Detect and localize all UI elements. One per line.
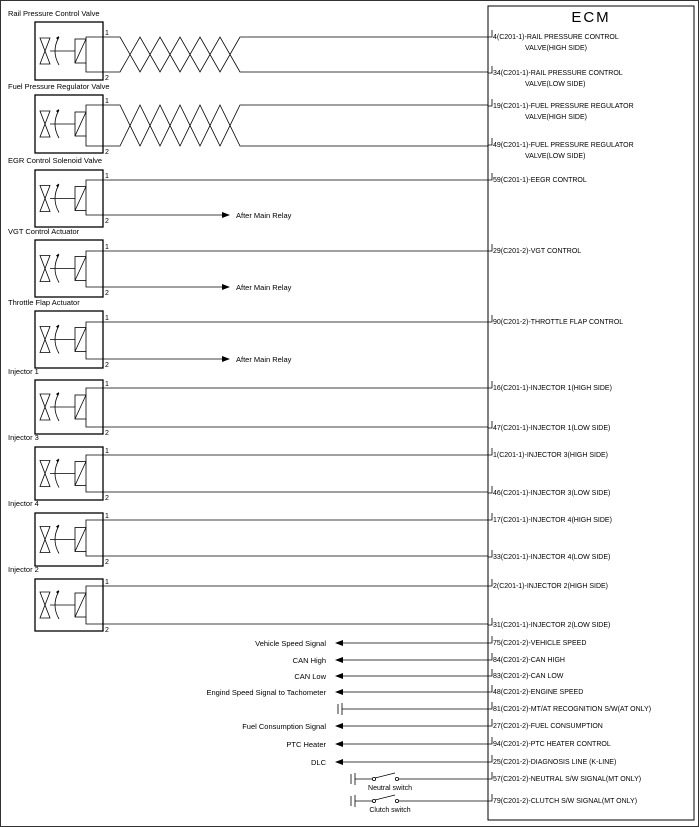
signal-arrow-icon [335,657,343,663]
after-main-relay-label: After Main Relay [236,355,292,364]
switch-blade [375,773,395,778]
twisted-wire-2 [103,105,488,146]
ecm-pin-label: 81(C201-2)-MT/AT RECOGNITION S/W(AT ONLY) [493,706,652,713]
ground-icon [351,795,355,807]
ecm-pin-label: 17(C201-1)-INJECTOR 4(HIGH SIDE) [493,517,612,524]
ecm-pin-label: 46(C201-1)-INJECTOR 3(LOW SIDE) [493,490,611,497]
component-label: Rail Pressure Control Valve [8,9,100,18]
signal-arrow-icon [335,689,343,695]
relay-arrow-icon [222,356,230,362]
switch-contact [395,777,398,780]
component-label: Injector 1 [8,367,39,376]
signal-label: Engind Speed Signal to Tachometer [206,688,326,697]
ecm-box [488,6,694,820]
pin-number-1: 1 [105,173,109,180]
switch-label: Neutral switch [368,785,412,792]
component-label: Fuel Pressure Regulator Valve [8,82,110,91]
relay-arrow-icon [222,284,230,290]
pin-number-2: 2 [105,559,109,566]
ecm-pin-label: VALVE(LOW SIDE) [525,81,586,88]
signal-label: Fuel Consumption Signal [242,722,326,731]
signal-label: DLC [310,758,326,767]
component-label: Injector 2 [8,565,39,574]
ecm-pin-label: 49(C201-1)-FUEL PRESSURE REGULATOR [493,142,634,149]
ecm-pin-label: VALVE(HIGH SIDE) [525,114,587,121]
ecm-pin-label: VALVE(LOW SIDE) [525,153,586,160]
pin-number-1: 1 [105,448,109,455]
component-label: Injector 3 [8,433,39,442]
switch-blade [375,795,395,800]
ecm-pin-label: 83(C201-2)-CAN LOW [493,673,564,680]
ecm-pin-label: 19(C201-1)-FUEL PRESSURE REGULATOR [493,103,634,110]
ecm-pin-label: VALVE(HIGH SIDE) [525,45,587,52]
ecm-pin-label: 29(C201-2)-VGT CONTROL [493,248,582,255]
twisted-wire-2 [103,37,488,72]
twisted-wire-1 [103,105,488,146]
ecm-pin-label: 25(C201-2)-DIAGNOSIS LINE (K-LINE) [493,759,617,766]
pin-number-2: 2 [105,362,109,369]
pin-number-2: 2 [105,290,109,297]
component-label: Throttle Flap Actuator [8,298,80,307]
pin-number-2: 2 [105,430,109,437]
ecm-pin-label: 57(C201-2)-NEUTRAL S/W SIGNAL(MT ONLY) [493,776,642,783]
ecm-pin-label: 75(C201-2)-VEHICLE SPEED [493,640,587,647]
ecm-pin-label: 31(C201-1)-INJECTOR 2(LOW SIDE) [493,622,611,629]
pin-number-2: 2 [105,75,109,82]
ground-icon [351,773,355,785]
ecm-pin-label: 48(C201-2)-ENGINE SPEED [493,689,584,696]
signal-label: CAN Low [294,672,326,681]
pin-number-2: 2 [105,627,109,634]
ground-icon [338,703,342,715]
signal-label: CAN High [292,656,326,665]
component-label: Injector 4 [8,499,39,508]
twisted-wire-1 [103,37,488,72]
ecm-pin-label: 1(C201-1)-INJECTOR 3(HIGH SIDE) [493,452,609,459]
switch-label: Clutch switch [369,807,411,814]
pin-number-1: 1 [105,381,109,388]
signal-arrow-icon [335,673,343,679]
pin-number-1: 1 [105,98,109,105]
ecm-pin-label: 4(C201-1)-RAIL PRESSURE CONTROL [493,34,619,41]
ecm-pin-label: 59(C201-1)-EEGR CONTROL [493,177,587,184]
signal-arrow-icon [335,759,343,765]
signal-arrow-icon [335,723,343,729]
ecm-pin-label: 90(C201-2)-THROTTLE FLAP CONTROL [493,319,624,326]
component-label: VGT Control Actuator [8,227,80,236]
signal-label: PTC Heater [286,740,326,749]
pin-number-1: 1 [105,244,109,251]
pin-number-1: 1 [105,579,109,586]
ecm-pin-label: 34(C201-1)-RAIL PRESSURE CONTROL [493,70,623,77]
ecm-pin-label: 94(C201-2)-PTC HEATER CONTROL [493,741,611,748]
signal-arrow-icon [335,741,343,747]
ecm-pin-label: 27(C201-2)-FUEL CONSUMPTION [493,723,603,730]
pin-number-1: 1 [105,30,109,37]
pin-number-2: 2 [105,149,109,156]
ecm-pin-label: 16(C201-1)-INJECTOR 1(HIGH SIDE) [493,385,612,392]
after-main-relay-label: After Main Relay [236,283,292,292]
pin-number-1: 1 [105,513,109,520]
after-main-relay-label: After Main Relay [236,211,292,220]
ecm-pin-label: 47(C201-1)-INJECTOR 1(LOW SIDE) [493,425,611,432]
signal-arrow-icon [335,640,343,646]
pin-number-2: 2 [105,218,109,225]
pin-number-2: 2 [105,495,109,502]
component-label: EGR Control Solenoid Valve [8,156,103,165]
switch-contact [395,799,398,802]
ecm-title: ECM [571,9,611,26]
pin-number-1: 1 [105,315,109,322]
relay-arrow-icon [222,212,230,218]
signal-label: Vehicle Speed Signal [255,639,326,648]
ecm-pin-label: 33(C201-1)-INJECTOR 4(LOW SIDE) [493,554,611,561]
ecm-pin-label: 84(C201-2)-CAN HIGH [493,657,565,664]
ecm-pin-label: 2(C201-1)-INJECTOR 2(HIGH SIDE) [493,583,609,590]
ecm-pin-label: 79(C201-2)-CLUTCH S/W SIGNAL(MT ONLY) [493,798,638,805]
